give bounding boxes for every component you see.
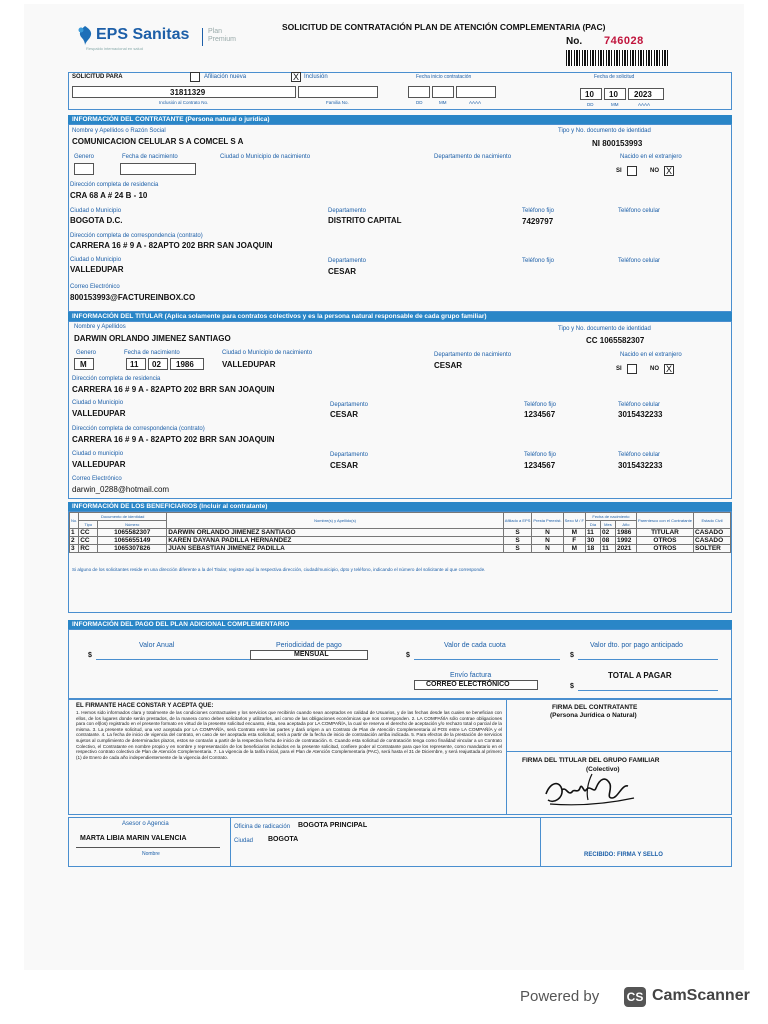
fecha-solicitud-anio-value: 2023 <box>634 90 652 99</box>
fecha-solicitud-dia-value: 10 <box>585 90 594 99</box>
dd2-sublabel: DD <box>587 102 594 107</box>
contrato-sublabel: Inclusión al Contrato No. <box>159 100 209 105</box>
valor-dto-field[interactable] <box>578 659 718 660</box>
contratante-fecha-nac-field[interactable] <box>120 163 196 175</box>
titular-no-checkbox[interactable]: X <box>665 364 672 374</box>
col-parentesco: Parentesco con el Contratante <box>636 513 693 529</box>
cell-mes: 08 <box>600 537 615 545</box>
envio-label: Envío factura <box>450 672 492 679</box>
cell-anio: 1992 <box>615 537 636 545</box>
terms-title: EL FIRMANTE HACE CONSTAR Y ACEPTA QUE: <box>76 703 214 709</box>
brand-name: EPS Sanitas <box>96 26 190 43</box>
camscanner-icon: CS <box>624 987 646 1007</box>
contratante-depto: DISTRITO CAPITAL <box>328 216 402 225</box>
contratante-fecha-nac-label: Fecha de nacimiento <box>122 154 178 160</box>
contratante-genero-label: Genero <box>74 154 95 160</box>
asesor-underline <box>76 847 220 848</box>
cell-pre: N <box>532 529 563 537</box>
contratante-ciudad: BOGOTA D.C. <box>70 216 123 225</box>
oficina-label: Oficina de radicación <box>234 824 291 830</box>
titular-tel-fijo2-label: Teléfono fijo <box>524 452 557 458</box>
solicitud-label: SOLICITUD PARA <box>72 74 123 80</box>
afiliacion-nueva-label: Afiliación nueva <box>204 74 247 80</box>
titular-ciudad-label: Ciudad o Municipio <box>72 400 124 406</box>
valor-anual-field[interactable] <box>96 659 256 660</box>
cell-mes: 02 <box>600 529 615 537</box>
envio-value: CORREO ELECTRÓNICO <box>426 681 510 688</box>
afiliacion-nueva-checkbox[interactable] <box>190 72 200 82</box>
beneficiarios-table <box>69 512 731 553</box>
contratante-depto2: CESAR <box>328 267 357 276</box>
contratante-genero-field[interactable] <box>74 163 94 175</box>
titular-depto2: CESAR <box>330 461 359 470</box>
titular-tipo-doc: CC 1065582307 <box>586 336 645 345</box>
asesor-nombre-sublabel: Nombre <box>142 851 160 857</box>
cell-estado: SOLTER <box>694 545 731 553</box>
cell-mes: 11 <box>600 545 615 553</box>
contratante-no-label: NO <box>650 168 659 174</box>
contratante-dir-corresp: CARRERA 16 # 9 A - 82APTO 202 BRR SAN JOAQUIN <box>70 241 273 250</box>
aaaa-sublabel: AAAA <box>469 100 482 105</box>
titular-ciudad2: VALLEDUPAR <box>72 460 126 469</box>
valor-cuota-field[interactable] <box>414 659 560 660</box>
valor-dto-currency: $ <box>570 652 574 659</box>
cell-no: 3 <box>70 545 79 553</box>
titular-fecha-nac-label: Fecha de nacimiento <box>124 350 180 356</box>
cell-nombre: KAREN DAYANA PADILLA HERNANDEZ <box>167 537 504 545</box>
contratante-section-title: INFORMACIÓN DEL CONTRATANTE (Persona natural o jurídica) <box>68 115 732 124</box>
col-estado-civil: Estado Civil <box>694 513 731 529</box>
titular-depto-label: Departamento <box>330 402 369 408</box>
cell-anio: 1986 <box>615 529 636 537</box>
titular-ciudad-nac: VALLEDUPAR <box>222 360 276 369</box>
titular-tel-fijo2: 1234567 <box>524 461 556 470</box>
col-nombre: Nombre(s) y Apellido(s) <box>167 513 504 529</box>
cell-numero: 1065307826 <box>98 545 167 553</box>
cell-anio: 2021 <box>615 545 636 553</box>
recibido-label: RECIBIDO: FIRMA Y SELLO <box>584 852 663 858</box>
col-documento: Documento de identidad <box>79 513 167 521</box>
titular-depto-nac-label: Departamento de nacimiento <box>434 352 512 358</box>
titular-depto: CESAR <box>330 410 359 419</box>
fecha-solicitud-label: Fecha de solicitud <box>594 74 635 80</box>
contratante-tel-fijo-label: Teléfono fijo <box>522 208 555 214</box>
firma-contratante-label: FIRMA DEL CONTRATANTE <box>552 704 638 711</box>
titular-email-label: Correo Electrónico <box>72 476 122 482</box>
titular-ciudad: VALLEDUPAR <box>72 409 126 418</box>
titular-nombre: DARWIN ORLANDO JIMENEZ SANTIAGO <box>74 334 231 343</box>
cell-eps: S <box>503 545 532 553</box>
total-currency: $ <box>570 683 574 690</box>
cell-nombre: DARWIN ORLANDO JIMENEZ SANTIAGO <box>167 529 504 537</box>
total-field[interactable] <box>578 690 718 691</box>
cell-dia: 18 <box>585 545 600 553</box>
beneficiarios-section-title: INFORMACIÓN DE LOS BENEFICIARIOS (Incluir al contratante) <box>68 502 732 511</box>
asesor-name: MARTA LIBIA MARIN VALENCIA <box>80 835 187 842</box>
titular-dir-corresp: CARRERA 16 # 9 A - 82APTO 202 BRR SAN JOAQUIN <box>72 435 275 444</box>
contratante-no-checkbox[interactable]: X <box>665 166 672 176</box>
titular-si-label: SI <box>616 366 622 372</box>
contratante-direccion-label: Dirección completa de residencia <box>70 182 159 188</box>
contratante-tipo-doc-label: Tipo y No. documento de identidad <box>558 128 651 134</box>
cell-parentesco: OTROS <box>636 545 693 553</box>
contratante-ciudad2: VALLEDUPAR <box>70 265 124 274</box>
pago-section-title: INFORMACIÓN DEL PAGO DEL PLAN ADICIONAL COMPLEMENTARIO <box>68 620 732 629</box>
titular-email: darwin_0288@hotmail.com <box>72 485 170 494</box>
brand-tagline: Respaldo internacional en salud <box>86 46 143 51</box>
contratante-depto-label: Departamento <box>328 208 367 214</box>
valor-cuota-currency: $ <box>406 652 410 659</box>
firma-contratante-sub: (Persona Jurídica o Natural) <box>550 712 637 719</box>
titular-tel-cel2-label: Teléfono celular <box>618 452 661 458</box>
firma-titular-label: FIRMA DEL TITULAR DEL GRUPO FAMILIAR <box>522 757 660 764</box>
titular-tipo-doc-label: Tipo y No. documento de identidad <box>558 326 651 332</box>
col-numero: Número <box>98 521 167 529</box>
oficina-value: BOGOTA PRINCIPAL <box>298 822 368 829</box>
periodicidad-label: Periodicidad de pago <box>276 642 342 649</box>
cell-estado: CASADO <box>694 537 731 545</box>
contratante-ciudad2-label: Ciudad o Municipio <box>70 257 122 263</box>
col-preexist: Presta Preexist. <box>532 513 563 529</box>
titular-section-title: INFORMACIÓN DEL TITULAR (Aplica solamente para contratos colectivos y es la persona natural responsable de cada grupo familiar) <box>68 312 732 321</box>
valor-anual-label: Valor Anual <box>139 642 175 649</box>
contratante-ciudad-nac-label: Ciudad o Municipio de nacimiento <box>220 154 311 160</box>
form-number: 746028 <box>604 35 644 47</box>
titular-direccion-label: Dirección completa de residencia <box>72 376 161 382</box>
titular-genero-label: Genero <box>76 350 97 356</box>
titular-tel-fijo-label: Teléfono fijo <box>524 402 557 408</box>
contratante-depto-nac-label: Departamento de nacimiento <box>434 154 512 160</box>
titular-dir-corresp-label: Dirección completa de correspondencia (contrato) <box>72 426 205 432</box>
valor-anual-currency: $ <box>88 652 92 659</box>
titular-depto-nac: CESAR <box>434 361 463 370</box>
titular-genero: M <box>80 360 87 369</box>
contratante-email-label: Correo Electrónico <box>70 284 120 290</box>
col-afiliado: Afiliado a EPS <box>503 513 532 529</box>
contratante-tipo-doc: NI 800153993 <box>592 139 643 148</box>
cell-estado: CASADO <box>694 529 731 537</box>
brand-divider <box>202 28 203 46</box>
terms-divider <box>506 699 507 815</box>
cell-pre: N <box>532 545 563 553</box>
contratante-dir-corresp-label: Dirección completa de correspondencia (contrato) <box>70 233 203 239</box>
contratante-si-label: SI <box>616 168 622 174</box>
mm2-sublabel: MM <box>611 102 619 107</box>
contratante-si-checkbox[interactable] <box>627 166 637 176</box>
cell-parentesco: OTROS <box>636 537 693 545</box>
cell-sexo: M <box>563 529 585 537</box>
contratante-email: 800153993@FACTUREINBOX.CO <box>70 293 196 302</box>
table-row <box>70 537 731 545</box>
form-page <box>24 4 744 970</box>
cell-nombre: JUAN SEBASTIAN JIMENEZ PADILLA <box>167 545 504 553</box>
titular-nombre-label: Nombre y Apellidos <box>74 324 126 330</box>
cell-tipo: CC <box>79 529 98 537</box>
cell-numero: 1065582307 <box>98 529 167 537</box>
asesor-divider-2 <box>540 817 541 867</box>
titular-tel-cel2: 3015432233 <box>618 461 663 470</box>
col-mes: Mes <box>600 521 615 529</box>
col-tipo: Tipo <box>79 521 98 529</box>
titular-signature-image <box>536 764 646 812</box>
cell-pre: N <box>532 537 563 545</box>
titular-depto2-label: Departamento <box>330 452 369 458</box>
beneficiarios-note: Si alguno de los solicitantes reside en una dirección diferente a la del Titular, registre aquí la respectiva dirección, ciudad/municipio, dpto y teléfono, indicando el número del solicitante al que corresponde. <box>72 567 486 572</box>
cell-eps: S <box>503 529 532 537</box>
cell-no: 2 <box>70 537 79 545</box>
aaaa2-sublabel: AAAA <box>638 102 651 107</box>
powered-by-text: Powered by <box>520 988 600 1005</box>
contratante-tel-cel-label: Teléfono celular <box>618 208 661 214</box>
eps-logo-icon <box>76 24 94 46</box>
titular-direccion: CARRERA 16 # 9 A - 82APTO 202 BRR SAN JOAQUIN <box>72 385 275 394</box>
firma-divider <box>506 751 732 752</box>
cell-tipo: CC <box>79 537 98 545</box>
contratante-nombre-label: Nombre y Apellidos o Razón Social <box>72 128 166 134</box>
brand-sub: Plan Premium <box>208 28 237 43</box>
titular-nac-mes-value: 02 <box>152 360 161 369</box>
form-title: SOLICITUD DE CONTRATACIÓN PLAN DE ATENCIÓN COMPLEMENTARIA (PAC) <box>282 22 606 32</box>
cell-tipo: RC <box>79 545 98 553</box>
titular-tel-cel-label: Teléfono celular <box>618 402 661 408</box>
cell-sexo: F <box>563 537 585 545</box>
contrato-value: 31811329 <box>170 88 206 97</box>
table-row <box>70 529 731 537</box>
cell-dia: 11 <box>585 529 600 537</box>
ciudad-label: Ciudad <box>234 838 254 844</box>
contratante-ciudad-label: Ciudad o Municipio <box>70 208 122 214</box>
barcode <box>566 50 670 66</box>
fecha-inicio-dia[interactable] <box>408 86 430 98</box>
ciudad-value: BOGOTA <box>268 836 299 843</box>
terms-text: 1. Hemos sido informados clara y totalmente de las condiciones contractuales y los servicios que recibirán cuando sean aceptados en calidad de Usuarios, y de las fechas desde las cuales se benefician con ellos, de los lugares donde serán prestados, de la manera como deben solicitarlos y utilizarlos, así como de las obligaciones económicas que nos corresponden. 2. LA COMPAÑÍA sólo contrae obligaciones para con el(los) registrado en el presente formato en virtud de la presente solicitud encuanto, ésta, sea aceptada por LA COMPAÑÍA, la cual se reserva el derecho de aceptación y/o rechazo total o parcial de la misma. 3. La presente solicitud, una vez aceptada por LA COMPAÑÍA, será Contrato entre las partes y dará origen a un Contrato de Plan de Atención Complementaria al POS entre LA COMPAÑÍA y el contratante. 4. La fecha de inicio de vigencia del contrato, en caso de ser aceptada esta solicitud, será a partir de la fecha de inicio de contratación arriba indicada. 5. Para efectos de la prestación de servicios sujetos al cumplimiento de determinados plazos, estos se contarán a partir de la respectiva fecha de inicio de contratación. 6. Cuando esta solicitud de contratación tenga como finalidad vincular a un Contrato Colectivo, el Contratante en nombre propio y en nombre y representación de los beneficiarios incluidos en la presente solicitud, confiere poder al Contratante para que los represente, como mandatario en el respectivo contrato colectivo de Plan de Atención Complementaria. 7. La vigencia de la tarifa inicial, para el Plan de Atención Complementaria (PAC), será hasta el 31 de Diciembre, y será reajustada al primero (1) de Enero de cada año independientemente de la vigencia del Contrato. <box>76 710 502 760</box>
form-number-label: No. <box>566 36 583 47</box>
titular-nac-dia-value: 11 <box>130 360 139 369</box>
familia-field[interactable] <box>298 86 378 98</box>
mm-sublabel: MM <box>439 100 447 105</box>
titular-ciudad-nac-label: Ciudad o Municipio de nacimiento <box>222 350 313 356</box>
dd-sublabel: DD <box>416 100 423 105</box>
contratante-tel-fijo: 7429797 <box>522 217 554 226</box>
familia-sublabel: Familia No. <box>326 100 349 105</box>
col-fecha-nac: Fecha de nacimiento <box>585 513 636 521</box>
contratante-depto2-label: Departamento <box>328 258 367 264</box>
fecha-solicitud-mes-value: 10 <box>609 90 618 99</box>
col-no: No. <box>70 513 79 529</box>
inclusion-label: Inclusión <box>304 74 328 80</box>
titular-tel-fijo: 1234567 <box>524 410 556 419</box>
contratante-tel-fijo2-label: Teléfono fijo <box>522 258 555 264</box>
contratante-extranjero-label: Nacido en el extranjero <box>620 154 682 160</box>
cell-eps: S <box>503 537 532 545</box>
asesor-divider-1 <box>230 817 231 867</box>
table-row <box>70 545 731 553</box>
contratante-direccion: CRA 68 A # 24 B - 10 <box>70 191 148 200</box>
contratante-tel-cel2-label: Teléfono celular <box>618 258 661 264</box>
inclusion-checkbox[interactable]: X <box>292 72 299 82</box>
table-header-row <box>70 513 731 521</box>
titular-si-checkbox[interactable] <box>627 364 637 374</box>
titular-no-label: NO <box>650 366 659 372</box>
periodicidad-value: MENSUAL <box>294 651 329 658</box>
fecha-inicio-anio[interactable] <box>456 86 496 98</box>
cell-parentesco: TITULAR <box>636 529 693 537</box>
titular-ciudad2-label: Ciudad o municipio <box>72 451 124 457</box>
firma-titular-sub: (Colectivo) <box>586 766 620 773</box>
col-dia: Día <box>585 521 600 529</box>
col-sexo: Sexo M / F <box>563 513 585 529</box>
cell-dia: 30 <box>585 537 600 545</box>
pago-frame <box>68 629 732 699</box>
cell-sexo: M <box>563 545 585 553</box>
cell-numero: 1065655149 <box>98 537 167 545</box>
camscanner-text: CamScanner <box>652 987 750 1004</box>
valor-cuota-label: Valor de cada cuota <box>444 642 506 649</box>
titular-extranjero-label: Nacido en el extranjero <box>620 352 682 358</box>
total-label: TOTAL A PAGAR <box>608 671 672 680</box>
titular-tel-cel: 3015432233 <box>618 410 663 419</box>
titular-nac-anio-value: 1986 <box>176 360 194 369</box>
cell-no: 1 <box>70 529 79 537</box>
fecha-inicio-mes[interactable] <box>432 86 454 98</box>
col-anio: Año <box>615 521 636 529</box>
fecha-inicio-label: Fecha inicio contratación <box>416 74 472 80</box>
valor-dto-label: Valor dto. por pago anticipado <box>590 642 683 649</box>
asesor-label: Asesor o Agencia <box>122 821 169 827</box>
contratante-nombre: COMUNICACION CELULAR S A COMCEL S A <box>72 137 244 146</box>
